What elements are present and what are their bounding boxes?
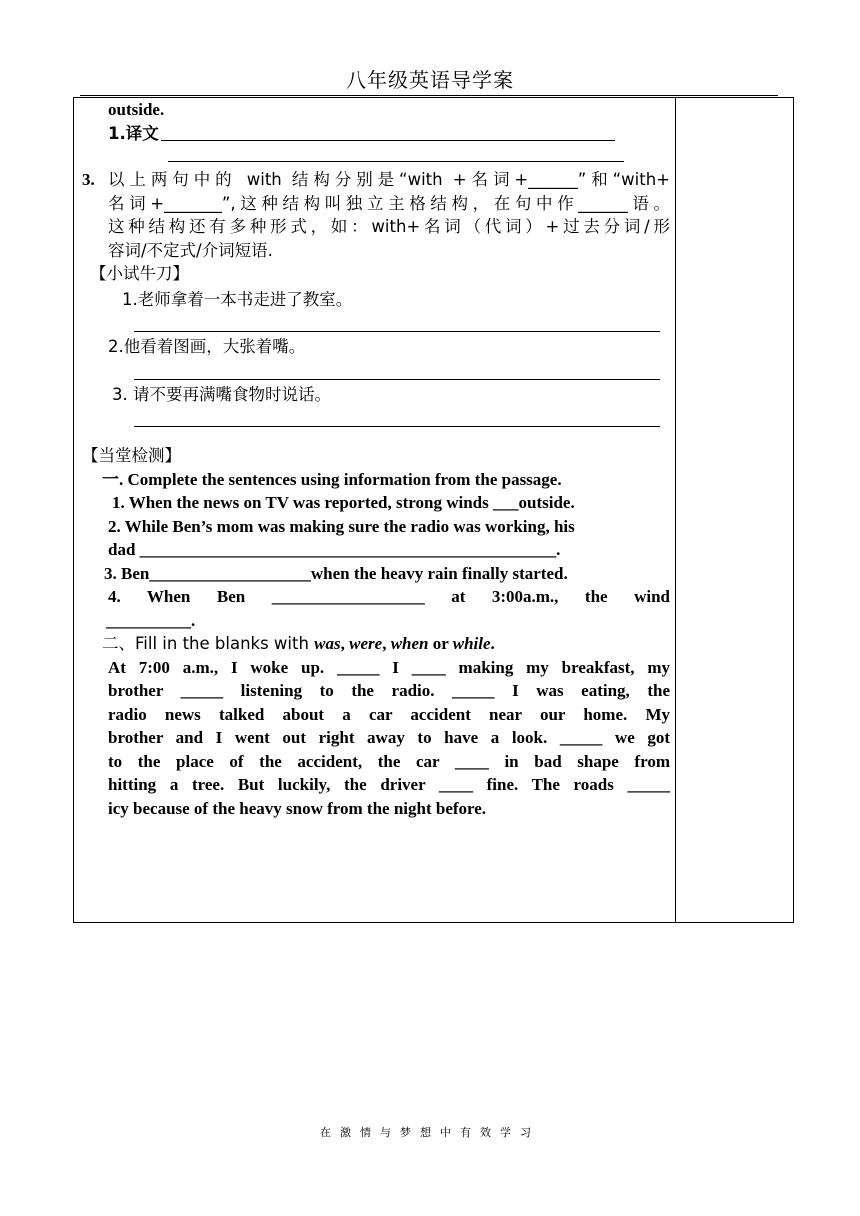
question-3 xyxy=(80,168,670,262)
translation-line-2 xyxy=(80,145,670,168)
passage-line: brother _____ listening to the radio. _____ I was eating, the xyxy=(108,681,670,700)
passage-line: hitting a tree. But luckily, the driver ____ fine. The roads _____ xyxy=(108,775,670,794)
practice-item-3: 3. 请不要再满嘴食物时说话。 xyxy=(112,384,331,404)
practice-heading: 【小试牛刀】 xyxy=(90,264,189,283)
sentence-1: 1. When the news on TV was reported, strong winds ___outside. xyxy=(112,493,575,512)
question-3-line-3: 这种结构还有多种形式，如：with+名词（代词）+过去分词/形 xyxy=(108,217,670,236)
header-rule xyxy=(80,95,778,96)
part-1-title: 一. Complete the sentences using information from the passage. xyxy=(102,469,562,489)
sentence-3: 3. Ben___________________when the heavy rain finally started. xyxy=(104,563,568,583)
margin-column-divider xyxy=(675,97,676,923)
question-3-line-2: 名词+_______”,这种结构叫独立主格结构，在句中作______语。 xyxy=(108,193,670,213)
practice-item-2: 2.他看着图画，大张着嘴。 xyxy=(108,337,306,356)
fragment-text: outside. xyxy=(108,100,165,119)
fill-blank-passage xyxy=(80,656,670,821)
word-when: when xyxy=(390,634,429,653)
worksheet-content xyxy=(80,98,670,820)
practice-item-1: 1.老师拿着一本书走进了教室。 xyxy=(122,289,353,309)
practice-answer-line-2 xyxy=(80,359,670,383)
sentence-4-line-2: __________. xyxy=(106,610,196,630)
question-3-line-1: 以上两句中的 with 结构分别是“with +名词+______”和“with+ xyxy=(108,170,670,189)
check-heading: 【当堂检测】 xyxy=(82,446,181,465)
translation-line-1 xyxy=(161,140,615,141)
passage-line: At 7:00 a.m., I woke up. _____ I ____ making my breakfast, my xyxy=(108,657,670,677)
passage-line: radio news talked about a car accident near our home. My xyxy=(108,704,670,724)
question-3-line-4: 容词/不定式/介词短语. xyxy=(108,240,273,260)
sentence-2-line-2: dad _________________________________________________. xyxy=(108,540,561,559)
passage-line-last: icy because of the heavy snow from the night before. xyxy=(108,798,487,818)
translation-label: 1.译文 xyxy=(108,123,159,143)
page-header-title: 八年级英语导学案 xyxy=(346,68,514,92)
word-was: was xyxy=(314,634,341,653)
practice-answer-line-1 xyxy=(80,311,670,335)
translation-row xyxy=(80,122,670,146)
practice-answer-line-3 xyxy=(80,406,670,430)
question-3-number: 3. xyxy=(82,170,95,189)
part-2-title: 二、Fill in the blanks with was, were, when or while. xyxy=(102,634,495,653)
sentence-2-line-1: 2. While Ben’s mom was making sure the radio was working, his xyxy=(108,516,575,536)
page-footer-motto: 在激情与梦想中有效学习 xyxy=(320,1126,540,1139)
passage-line: to the place of the accident, the car ____ in bad shape from xyxy=(108,751,670,771)
passage-line: brother and I went out right away to have a look. _____ we got xyxy=(108,728,670,747)
word-while: while xyxy=(452,634,491,653)
word-were: were xyxy=(349,634,383,653)
sentence-4-line-1: 4. When Ben __________________ at 3:00a.m., the wind xyxy=(108,587,670,606)
